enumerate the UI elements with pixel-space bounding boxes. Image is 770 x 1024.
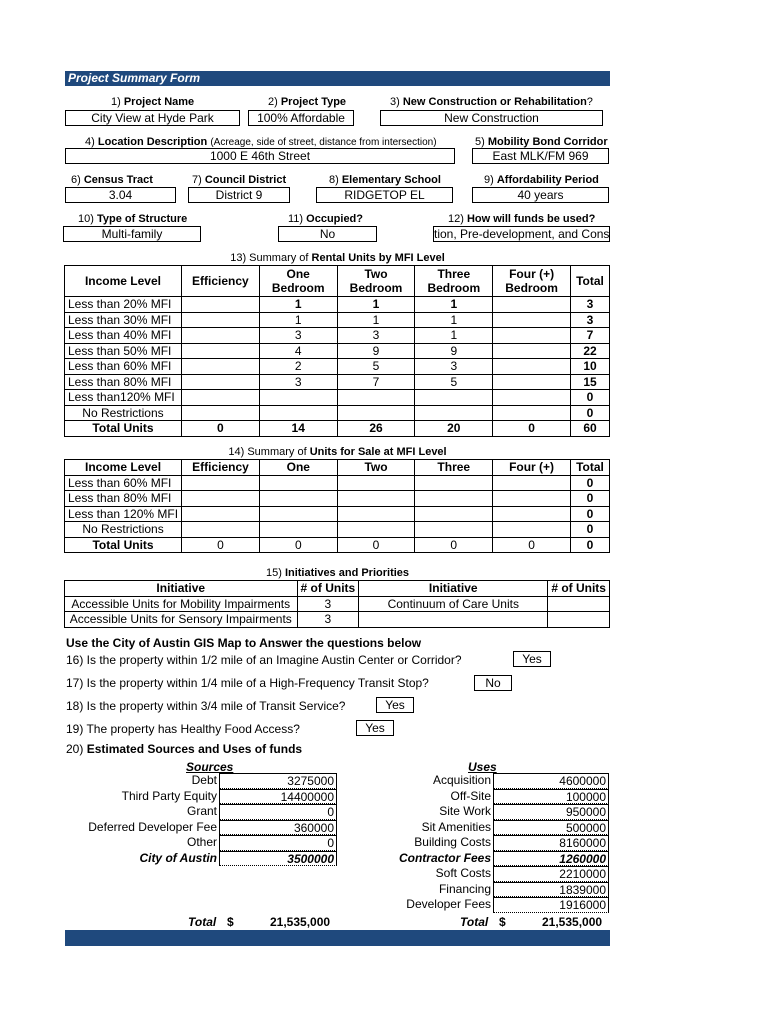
location-label-text: Location Description (97, 136, 208, 148)
rental-header-three (415, 266, 493, 297)
mobility-corridor-field[interactable]: East MLK/FM 969 (472, 148, 609, 164)
structure-label-text: Type of Structure (96, 213, 188, 225)
affordability-period-field[interactable]: 40 years (472, 187, 609, 203)
sale-cell[interactable] (182, 475, 260, 491)
sale-cell[interactable] (337, 506, 415, 522)
q18-answer[interactable]: Yes (376, 697, 414, 713)
rental-cell[interactable] (337, 390, 415, 406)
council-district-label (192, 174, 286, 187)
sale-cell[interactable] (493, 491, 571, 507)
sale-cell[interactable]: 0 (570, 506, 609, 522)
rental-cell[interactable] (493, 297, 571, 313)
use-label: Off-Site (450, 788, 491, 803)
rental-header-two-a: Two (364, 267, 388, 281)
rental-cell[interactable] (493, 374, 571, 390)
sale-header-four: Four (+) (493, 460, 571, 476)
rental-cell[interactable]: 1 (415, 312, 493, 328)
rental-header-four-b: Bedroom (505, 281, 558, 295)
source-label: Grant (186, 804, 217, 818)
rental-cell[interactable]: 1 (259, 312, 337, 328)
sale-cell[interactable] (182, 506, 260, 522)
initiatives-cell[interactable]: Accessible Units for Sensory Impairments (65, 612, 298, 628)
source-value-field[interactable]: 14400000 (219, 789, 337, 805)
rental-cell[interactable] (493, 390, 571, 406)
sale-header-efficiency: Efficiency (182, 460, 260, 476)
rental-header-one-b: Bedroom (271, 281, 325, 295)
rental-summary-caption (65, 252, 610, 265)
use-value-field[interactable]: 1839000 (493, 882, 609, 898)
occupied-label-text: Occupied? (306, 213, 363, 225)
source-label: City of Austin (139, 850, 217, 865)
sale-cell[interactable] (259, 491, 337, 507)
rental-cell[interactable] (181, 374, 259, 390)
school-label-text: Elementary School (341, 174, 441, 186)
rental-cell[interactable] (415, 390, 493, 406)
sale-cell[interactable]: 0 (570, 522, 609, 538)
sale-cell[interactable] (337, 475, 415, 491)
rental-total-cell: 14 (259, 421, 337, 437)
q16-text: 16) Is the property within 1/2 mile of an Imagine Austin Center or Corridor? (66, 653, 462, 667)
funds-use-label (448, 213, 595, 226)
uses-title: Uses (468, 760, 497, 774)
uses-total-value: 21,535,000 (542, 915, 603, 929)
rental-cell[interactable]: 0 (570, 390, 609, 406)
initiatives-cell[interactable] (548, 596, 610, 612)
affordability-num: 9) (484, 174, 494, 186)
rental-header-income: Income Level (65, 266, 182, 297)
rental-cell[interactable]: 9 (415, 343, 493, 359)
rental-header-four (493, 266, 571, 297)
initiatives-row (65, 596, 610, 612)
sale-total-row (65, 537, 610, 553)
form-title-banner (65, 71, 610, 86)
use-label: Financing (438, 881, 491, 896)
rental-total-row (65, 421, 610, 437)
rental-cell: Less than 20% MFI (65, 297, 182, 313)
rental-cell[interactable]: 7 (570, 328, 609, 344)
mobility-label-text: Mobility Bond Corridor (487, 136, 608, 148)
rental-row (65, 343, 610, 359)
source-label: Other (186, 835, 217, 849)
sale-cell[interactable] (493, 506, 571, 522)
rental-header-three-b: Bedroom (427, 281, 481, 295)
use-label: Contractor Fees (398, 850, 491, 865)
rental-header-row (65, 266, 610, 297)
q17-text: 17) Is the property within 1/4 mile of a High-Frequency Transit Stop? (66, 676, 429, 690)
q19-text: 19) The property has Healthy Food Access? (66, 722, 300, 736)
initiatives-header-initiative-1: Initiative (65, 581, 298, 597)
project-name-field[interactable]: City View at Hyde Park (65, 110, 240, 126)
elementary-school-label (329, 174, 441, 187)
rental-cell[interactable]: 7 (337, 374, 415, 390)
sale-caption-pre: 14) Summary of (228, 446, 310, 458)
source-value-field[interactable]: 0 (219, 804, 337, 820)
rental-cell[interactable] (493, 405, 571, 421)
sale-cell[interactable] (259, 506, 337, 522)
initiatives-row (65, 612, 610, 628)
census-label-text: Census Tract (83, 174, 153, 186)
rental-cell[interactable]: 3 (259, 328, 337, 344)
sale-cell[interactable] (415, 475, 493, 491)
sale-total-cell: 0 (570, 537, 609, 553)
rental-cell[interactable] (181, 405, 259, 421)
rental-cell[interactable] (493, 312, 571, 328)
rental-cell[interactable]: 3 (337, 328, 415, 344)
initiatives-cell[interactable]: 3 (297, 596, 359, 612)
rental-cell[interactable]: 3 (259, 374, 337, 390)
sale-cell[interactable] (182, 491, 260, 507)
rental-cell[interactable] (493, 359, 571, 375)
initiatives-cell[interactable] (359, 612, 548, 628)
sale-total-cell: 0 (415, 537, 493, 553)
sale-cell[interactable] (493, 475, 571, 491)
structure-num: 10) (78, 213, 94, 225)
sale-cell: Less than 80% MFI (65, 491, 182, 507)
sale-total-cell: 0 (182, 537, 260, 553)
structure-type-label (78, 213, 187, 226)
rental-cell: Less than 60% MFI (65, 359, 182, 375)
census-tract-label (71, 174, 153, 187)
location-description-field[interactable]: 1000 E 46th Street (65, 148, 455, 164)
council-district-field[interactable]: District 9 (188, 187, 290, 203)
sale-row (65, 506, 610, 522)
rental-total-cell: 60 (570, 421, 609, 437)
use-value-field[interactable]: 8160000 (493, 835, 609, 851)
use-label: Site Work (439, 804, 491, 818)
sale-row (65, 491, 610, 507)
sale-cell[interactable]: 0 (570, 475, 609, 491)
occupied-field[interactable]: No (278, 226, 377, 242)
occupied-label (288, 213, 363, 226)
use-value-field[interactable]: 4600000 (493, 773, 609, 789)
sale-units-table (64, 459, 610, 553)
construction-type-num: 3) (390, 96, 400, 108)
initiatives-cell[interactable]: Accessible Units for Mobility Impairments (65, 596, 298, 612)
sale-cell[interactable] (337, 491, 415, 507)
sale-row (65, 522, 610, 538)
rental-cell[interactable]: 1 (415, 297, 493, 313)
rental-cell[interactable] (181, 297, 259, 313)
rental-cell[interactable] (181, 390, 259, 406)
rental-cell[interactable]: 5 (337, 359, 415, 375)
project-type-num: 2) (268, 96, 278, 108)
sale-cell[interactable] (493, 522, 571, 538)
rental-cell[interactable] (181, 312, 259, 328)
sale-header-row (65, 460, 610, 476)
sale-caption-bold: Units for Sale at MFI Level (309, 446, 447, 458)
rental-cell[interactable]: 9 (337, 343, 415, 359)
rental-header-one-a: One (286, 267, 310, 281)
rental-cell[interactable]: 0 (570, 405, 609, 421)
construction-type-label (390, 96, 593, 109)
funds-use-label-text: How will funds be used? (466, 213, 596, 225)
construction-type-field[interactable]: New Construction (380, 110, 603, 126)
use-value-field[interactable]: 100000 (493, 789, 609, 805)
sale-total-cell: Total Units (65, 537, 182, 553)
affordability-period-label (484, 174, 599, 187)
rental-cell[interactable]: 2 (259, 359, 337, 375)
rental-row (65, 328, 610, 344)
uses-total-currency: $ (499, 915, 506, 929)
rental-units-table (64, 265, 610, 437)
initiatives-header-units-2: # of Units (548, 581, 610, 597)
funds-num: 20) (66, 742, 84, 756)
sale-cell: Less than 60% MFI (65, 475, 182, 491)
initiatives-header-initiative-2: Initiative (359, 581, 548, 597)
q18-text: 18) Is the property within 3/4 mile of Transit Service? (66, 699, 346, 713)
rental-total-cell: 20 (415, 421, 493, 437)
sale-total-cell: 0 (493, 537, 571, 553)
affordability-label-text: Affordability Period (496, 174, 599, 186)
rental-cell[interactable]: 15 (570, 374, 609, 390)
project-type-label-text: Project Type (280, 96, 347, 108)
project-name-num: 1) (111, 96, 121, 108)
rental-cell: Less than 80% MFI (65, 374, 182, 390)
form-title: Project Summary Form (68, 71, 201, 85)
gis-heading: Use the City of Austin GIS Map to Answer the questions below (66, 636, 422, 650)
rental-cell[interactable]: 3 (415, 359, 493, 375)
funds-heading-text: Estimated Sources and Uses of funds (86, 742, 303, 756)
sale-cell[interactable] (415, 506, 493, 522)
rental-cell[interactable] (493, 328, 571, 344)
occupied-num: 11) (288, 213, 304, 225)
initiatives-caption (65, 567, 610, 580)
rental-cell[interactable] (493, 343, 571, 359)
sale-cell[interactable] (182, 522, 260, 538)
sale-total-cell: 0 (259, 537, 337, 553)
initiatives-cell[interactable]: 3 (297, 612, 359, 628)
initiatives-header-units-1: # of Units (297, 581, 359, 597)
rental-cell[interactable]: 10 (570, 359, 609, 375)
rental-cell[interactable]: 3 (570, 312, 609, 328)
mobility-num: 5) (475, 136, 485, 148)
rental-total-cell: 0 (181, 421, 259, 437)
use-label: Sit Amenities (421, 819, 491, 834)
census-tract-field[interactable]: 3.04 (65, 187, 176, 203)
use-label: Soft Costs (435, 866, 491, 880)
sale-header-total: Total (570, 460, 609, 476)
initiatives-caption-bold: Initiatives and Priorities (284, 567, 410, 579)
construction-type-suffix: ? (586, 96, 593, 108)
use-value-field[interactable]: 2210000 (493, 866, 609, 882)
initiatives-cell[interactable] (548, 612, 610, 628)
uses-total-label: Total (460, 915, 489, 929)
sale-total-cell: 0 (337, 537, 415, 553)
rental-caption-pre: 13) Summary of (230, 252, 312, 264)
rental-total-cell: 0 (493, 421, 571, 437)
rental-cell[interactable] (181, 328, 259, 344)
sale-cell[interactable] (415, 522, 493, 538)
location-note: (Acreage, side of street, distance from intersection) (210, 137, 437, 148)
source-label: Debt (191, 773, 217, 787)
rental-cell[interactable]: 22 (570, 343, 609, 359)
rental-cell[interactable]: 1 (415, 328, 493, 344)
rental-cell[interactable]: 4 (259, 343, 337, 359)
rental-row (65, 312, 610, 328)
initiatives-cell[interactable]: Continuum of Care Units (359, 596, 548, 612)
rental-caption-bold: Rental Units by MFI Level (311, 252, 445, 264)
rental-cell[interactable] (337, 405, 415, 421)
source-value-field[interactable]: 0 (219, 835, 337, 851)
rental-total-cell: 26 (337, 421, 415, 437)
rental-header-one (259, 266, 337, 297)
rental-header-two-b: Bedroom (349, 281, 403, 295)
use-label: Building Costs (414, 835, 491, 849)
initiatives-header-row (65, 581, 610, 597)
rental-row (65, 405, 610, 421)
source-value-field[interactable]: 3500000 (219, 851, 337, 867)
sale-cell[interactable] (259, 522, 337, 538)
rental-cell: Less than 30% MFI (65, 312, 182, 328)
rental-cell[interactable] (259, 390, 337, 406)
q16-answer[interactable]: Yes (513, 651, 551, 667)
school-num: 8) (329, 174, 339, 186)
sale-cell[interactable] (259, 475, 337, 491)
funds-heading (66, 742, 302, 756)
project-type-field[interactable]: 100% Affordable (248, 110, 354, 126)
rental-cell[interactable]: 3 (570, 297, 609, 313)
sources-title: Sources (186, 760, 234, 774)
rental-header-total: Total (570, 266, 609, 297)
sources-total-currency: $ (227, 915, 234, 929)
rental-cell[interactable]: 1 (337, 297, 415, 313)
project-name-label-text: Project Name (123, 96, 195, 108)
initiatives-table (64, 580, 610, 628)
use-value-field[interactable]: 1260000 (493, 851, 609, 867)
sale-header-one: One (259, 460, 337, 476)
location-num: 4) (85, 136, 95, 148)
rental-row (65, 359, 610, 375)
rental-cell: Less than 40% MFI (65, 328, 182, 344)
use-label: Acquisition (432, 773, 491, 787)
rental-header-four-a: Four (+) (509, 267, 555, 281)
project-type-label (268, 96, 346, 109)
rental-row (65, 297, 610, 313)
rental-cell[interactable] (259, 405, 337, 421)
sale-header-two: Two (337, 460, 415, 476)
rental-header-two (337, 266, 415, 297)
rental-cell: No Restrictions (65, 405, 182, 421)
sale-cell[interactable] (415, 491, 493, 507)
rental-row (65, 374, 610, 390)
sale-cell[interactable] (337, 522, 415, 538)
sources-total-label: Total (188, 915, 217, 929)
source-value-field[interactable]: 3275000 (219, 773, 337, 789)
elementary-school-field[interactable]: RIDGETOP EL (316, 187, 453, 203)
source-label: Third Party Equity (121, 788, 217, 803)
footer-banner (65, 930, 610, 946)
project-name-label (111, 96, 194, 109)
sale-header-income: Income Level (65, 460, 182, 476)
council-label-text: Council District (204, 174, 287, 186)
use-label: Developer Fees (406, 897, 491, 911)
funds-use-num: 12) (448, 213, 464, 225)
rental-cell: Less than 50% MFI (65, 343, 182, 359)
rental-header-three-a: Three (437, 267, 471, 281)
rental-cell[interactable]: 5 (415, 374, 493, 390)
rental-header-efficiency: Efficiency (181, 266, 259, 297)
rental-cell[interactable]: 1 (259, 297, 337, 313)
sale-cell[interactable]: 0 (570, 491, 609, 507)
use-value-field[interactable]: 1916000 (493, 897, 609, 913)
initiatives-caption-pre: 15) (265, 567, 285, 579)
source-value-field[interactable]: 360000 (219, 820, 337, 836)
sale-header-three: Three (415, 460, 493, 476)
census-num: 6) (71, 174, 81, 186)
council-num: 7) (192, 174, 202, 186)
construction-type-label-text: New Construction or Rehabilitation (402, 96, 587, 108)
rental-cell[interactable] (181, 359, 259, 375)
q17-answer[interactable]: No (474, 675, 512, 691)
use-value-field[interactable]: 500000 (493, 820, 609, 836)
rental-cell[interactable]: 1 (337, 312, 415, 328)
sale-cell: No Restrictions (65, 522, 182, 538)
rental-row (65, 390, 610, 406)
use-value-field[interactable]: 950000 (493, 804, 609, 820)
sale-summary-caption (65, 446, 610, 459)
rental-cell[interactable] (415, 405, 493, 421)
sale-row (65, 475, 610, 491)
sale-cell: Less than 120% MFI (65, 506, 182, 522)
source-label: Deferred Developer Fee (88, 819, 217, 834)
rental-cell: Less than120% MFI (65, 390, 182, 406)
rental-cell[interactable] (181, 343, 259, 359)
rental-total-cell: Total Units (65, 421, 182, 437)
funds-use-field[interactable]: tion, Pre-development, and Cons (434, 227, 610, 241)
q19-answer[interactable]: Yes (356, 720, 394, 736)
structure-type-field[interactable]: Multi-family (63, 226, 201, 242)
sources-total-value: 21,535,000 (270, 915, 331, 929)
